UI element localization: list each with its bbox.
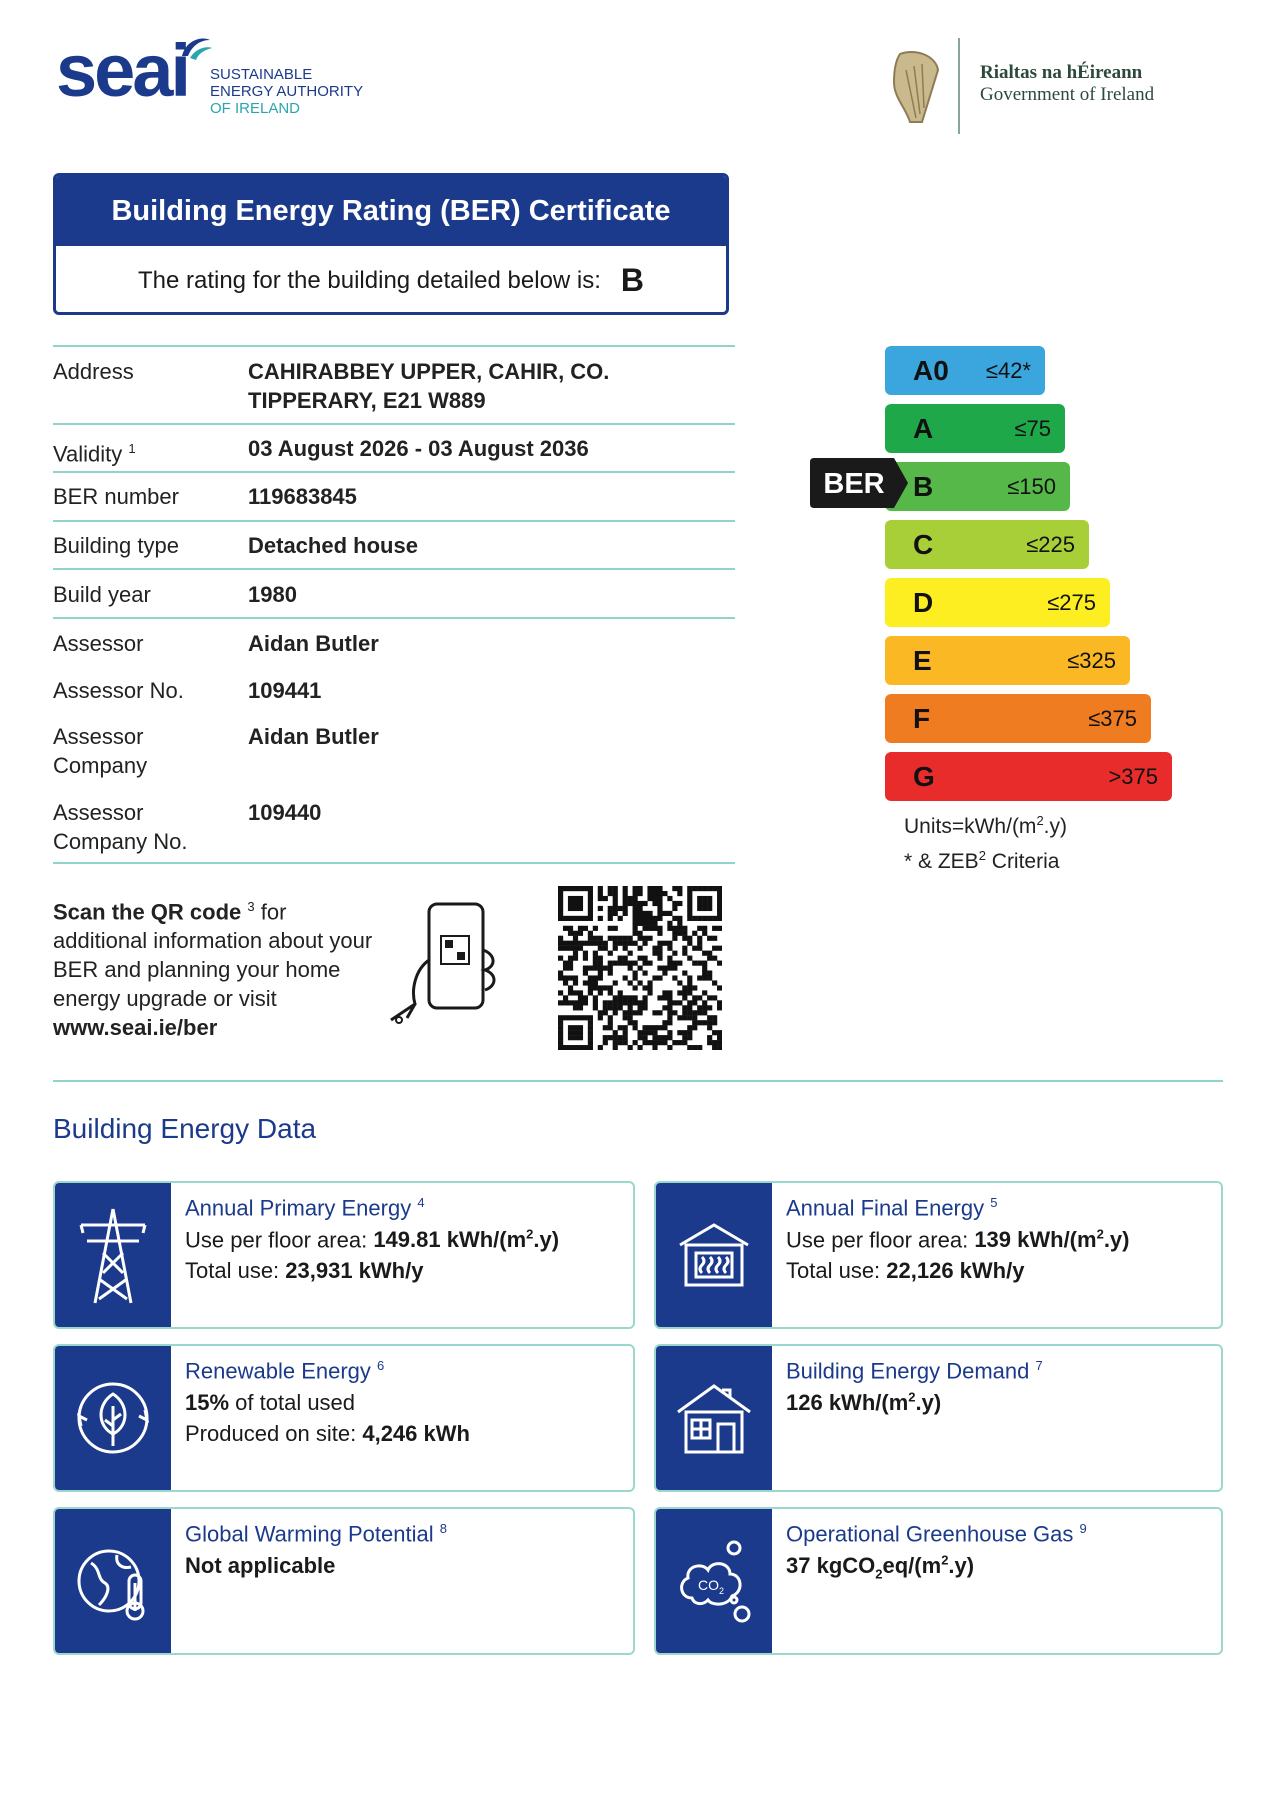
assessor-company-value: Aidan Butler (248, 724, 379, 749)
total-label: Total use: (185, 1258, 286, 1283)
ber-number-value: 119683845 (248, 484, 357, 509)
building-energy-data-title: Building Energy Data (53, 1113, 317, 1144)
assessor-company-label (53, 722, 233, 780)
card-title (786, 1521, 1087, 1547)
ghg-value (786, 1553, 975, 1582)
units-tail: .y) (1043, 815, 1067, 838)
pylon-icon (55, 1183, 171, 1327)
certificate-box (53, 173, 729, 315)
ghg-sub: 2 (875, 1566, 883, 1582)
building-type-label: Building type (53, 533, 179, 558)
band-threshold: ≤150 (1007, 474, 1056, 499)
renewable-leaf-icon (55, 1346, 171, 1490)
assessor-no-value: 109441 (248, 678, 322, 703)
divider (53, 568, 735, 570)
qr-info-text (53, 892, 373, 1042)
divider (53, 345, 735, 347)
qr-bold-text: Scan the QR code (53, 899, 242, 925)
rating-grade: B (620, 262, 645, 298)
card-line-1 (786, 1553, 974, 1582)
card-line-1 (185, 1553, 335, 1579)
footnote-ref: 7 (1035, 1358, 1043, 1373)
address-value (248, 357, 728, 415)
heater-icon (656, 1183, 772, 1327)
seai-ber-link[interactable]: www.seai.ie/ber (53, 1015, 218, 1041)
rating-text: The rating for the building detailed below is: (137, 266, 601, 294)
card-building-energy-demand (654, 1344, 1223, 1492)
divider (53, 423, 735, 425)
harp-emblem-icon (886, 48, 942, 126)
card-operational-greenhouse-gas (654, 1507, 1223, 1655)
seai-swoosh-icon (176, 34, 214, 62)
total-value: 23,931 kWh/y (285, 1258, 424, 1283)
demand-value-text: 126 kWh/(m (786, 1390, 909, 1416)
renewable-percent-label: of total used (229, 1390, 356, 1415)
band-threshold: ≤225 (1026, 532, 1075, 557)
card-title (185, 1195, 425, 1221)
card-line-2 (185, 1421, 470, 1447)
validity-value: 03 August 2026 - 03 August 2036 (248, 436, 589, 461)
band-letter: F (913, 703, 931, 734)
zeb-tail: Criteria (985, 850, 1060, 873)
gwp-value: Not applicable (185, 1553, 336, 1578)
card-title-text: Global Warming Potential (185, 1521, 434, 1547)
gov-irish-name: Rialtas na hÉireann (980, 62, 1143, 83)
card-title-text: Annual Primary Energy (185, 1195, 412, 1221)
band-threshold: ≤75 (1014, 416, 1051, 441)
use-value (974, 1227, 1129, 1252)
card-line-2 (786, 1258, 1024, 1284)
zeb-text: * & ZEB (904, 850, 979, 873)
band-a (885, 404, 1065, 453)
demand-sup: 2 (908, 1390, 916, 1405)
divider (53, 471, 735, 473)
card-annual-final-energy (654, 1181, 1223, 1329)
band-letter: E (913, 645, 932, 676)
band-f (885, 694, 1151, 743)
address-line-2: TIPPERARY, E21 W889 (248, 388, 486, 413)
building-type-value: Detached house (248, 533, 418, 558)
gov-divider (958, 38, 960, 134)
produced-label: Produced on site: (185, 1421, 363, 1446)
demand-value (786, 1390, 941, 1415)
footnote-ref: 1 (128, 441, 136, 456)
zeb-line (904, 841, 1067, 876)
band-threshold: ≤325 (1067, 648, 1116, 673)
card-line-1 (185, 1227, 559, 1253)
card-title (786, 1358, 1043, 1384)
seai-line-1: SUSTAINABLE (210, 66, 313, 83)
phone-scan-icon (385, 900, 503, 1030)
scale-units (904, 806, 1067, 876)
band-g (885, 752, 1172, 801)
band-letter: B (913, 471, 934, 502)
card-title-text: Annual Final Energy (786, 1195, 985, 1221)
assessor-company-label-line2: Company (53, 753, 148, 778)
card-title-text: Renewable Energy (185, 1358, 371, 1384)
globe-thermometer-icon (55, 1509, 171, 1653)
gov-english-name: Government of Ireland (980, 84, 1155, 105)
band-threshold: ≤42* (985, 358, 1031, 383)
seai-logo (56, 29, 189, 112)
total-value: 22,126 kWh/y (886, 1258, 1025, 1283)
card-title-text: Operational Greenhouse Gas (786, 1521, 1074, 1547)
units-line (904, 806, 1067, 841)
total-label: Total use: (786, 1258, 887, 1283)
ber-marker-label: BER (823, 468, 885, 500)
band-b (885, 462, 1070, 511)
use-label: Use per floor area: (786, 1227, 975, 1253)
divider (53, 617, 735, 619)
footnote-ref: 8 (439, 1521, 447, 1536)
rating-row (56, 246, 726, 315)
zeb-sup: 2 (978, 848, 986, 863)
svg-text:2: 2 (719, 1586, 725, 1596)
card-line-2 (185, 1258, 423, 1284)
card-annual-primary-energy (53, 1181, 635, 1329)
use-label: Use per floor area: (185, 1227, 374, 1253)
build-year-label: Build year (53, 582, 151, 607)
qr-code[interactable] (558, 886, 722, 1050)
qr-body-text: for additional information about your BER and planning your home energy upgrade or visit (53, 899, 373, 1012)
certificate-title: Building Energy Rating (BER) Certificate (56, 176, 726, 246)
assessor-value: Aidan Butler (248, 631, 379, 656)
use-value-text: 149.81 kWh/(m (373, 1227, 527, 1253)
demand-tail: .y) (915, 1390, 942, 1416)
produced-value: 4,246 kWh (362, 1421, 470, 1446)
divider (53, 862, 735, 864)
footnote-ref: 9 (1079, 1521, 1087, 1536)
use-sup: 2 (1096, 1227, 1104, 1242)
band-e (885, 636, 1130, 685)
assessor-company-label-line1: Assessor (53, 724, 144, 749)
units-sup: 2 (1036, 813, 1044, 828)
seai-wordmark: seai (56, 29, 189, 112)
seai-line-3: OF IRELAND (210, 100, 301, 117)
build-year-value: 1980 (248, 582, 297, 607)
address-line-1: CAHIRABBEY UPPER, CAHIR, CO. (248, 359, 610, 384)
band-letter: A (913, 413, 934, 444)
card-title (185, 1521, 447, 1547)
use-tail: .y) (1103, 1227, 1130, 1253)
band-threshold: >375 (1108, 764, 1158, 789)
assessor-no-label: Assessor No. (53, 678, 184, 703)
use-value-text: 139 kWh/(m (974, 1227, 1097, 1253)
units-text: Units=kWh/(m (904, 815, 1037, 838)
assessor-company-no-label-line1: Assessor (53, 800, 144, 825)
seai-line-2: ENERGY AUTHORITY (210, 83, 364, 100)
footnote-ref: 5 (990, 1195, 998, 1210)
seai-subtitle (210, 66, 363, 117)
band-d (885, 578, 1110, 627)
section-divider (53, 1080, 1223, 1082)
band-letter: A0 (913, 355, 949, 386)
use-value (373, 1227, 559, 1252)
ghg-value-b: eq/(m (882, 1553, 942, 1579)
ber-number-label: BER number (53, 484, 179, 509)
card-global-warming-potential (53, 1507, 635, 1655)
ber-rating-marker (810, 458, 910, 508)
assessor-company-no-value: 109440 (248, 800, 322, 825)
use-tail: .y) (533, 1227, 560, 1253)
band-a0 (885, 346, 1045, 395)
validity-label (53, 434, 233, 468)
house-icon (656, 1346, 772, 1490)
validity-label-text: Validity (53, 441, 123, 467)
band-threshold: ≤275 (1047, 590, 1096, 615)
band-letter: G (913, 761, 935, 792)
band-letter: C (913, 529, 934, 560)
government-of-ireland-logo (980, 62, 1154, 106)
use-sup: 2 (526, 1227, 534, 1242)
address-label: Address (53, 359, 134, 384)
co2-cloud-icon (656, 1509, 772, 1653)
card-title-text: Building Energy Demand (786, 1358, 1030, 1384)
assessor-company-no-label-line2: Company No. (53, 829, 188, 854)
ghg-value-c: .y) (948, 1553, 975, 1579)
band-letter: D (913, 587, 934, 618)
band-threshold: ≤375 (1088, 706, 1137, 731)
card-renewable-energy (53, 1344, 635, 1492)
card-line-1 (786, 1390, 941, 1416)
footnote-ref: 6 (377, 1358, 385, 1373)
band-c (885, 520, 1089, 569)
assessor-company-no-label (53, 798, 233, 856)
assessor-label: Assessor (53, 631, 144, 656)
card-line-1 (786, 1227, 1130, 1253)
card-line-1 (185, 1390, 355, 1416)
svg-text:CO: CO (698, 1577, 719, 1593)
divider (53, 520, 735, 522)
card-title (786, 1195, 997, 1221)
footnote-ref: 4 (417, 1195, 425, 1210)
ghg-value-a: 37 kgCO (786, 1553, 876, 1579)
ghg-sup: 2 (941, 1553, 949, 1568)
renewable-percent: 15% (185, 1390, 230, 1415)
footnote-ref: 3 (247, 899, 255, 914)
card-title (185, 1358, 384, 1384)
